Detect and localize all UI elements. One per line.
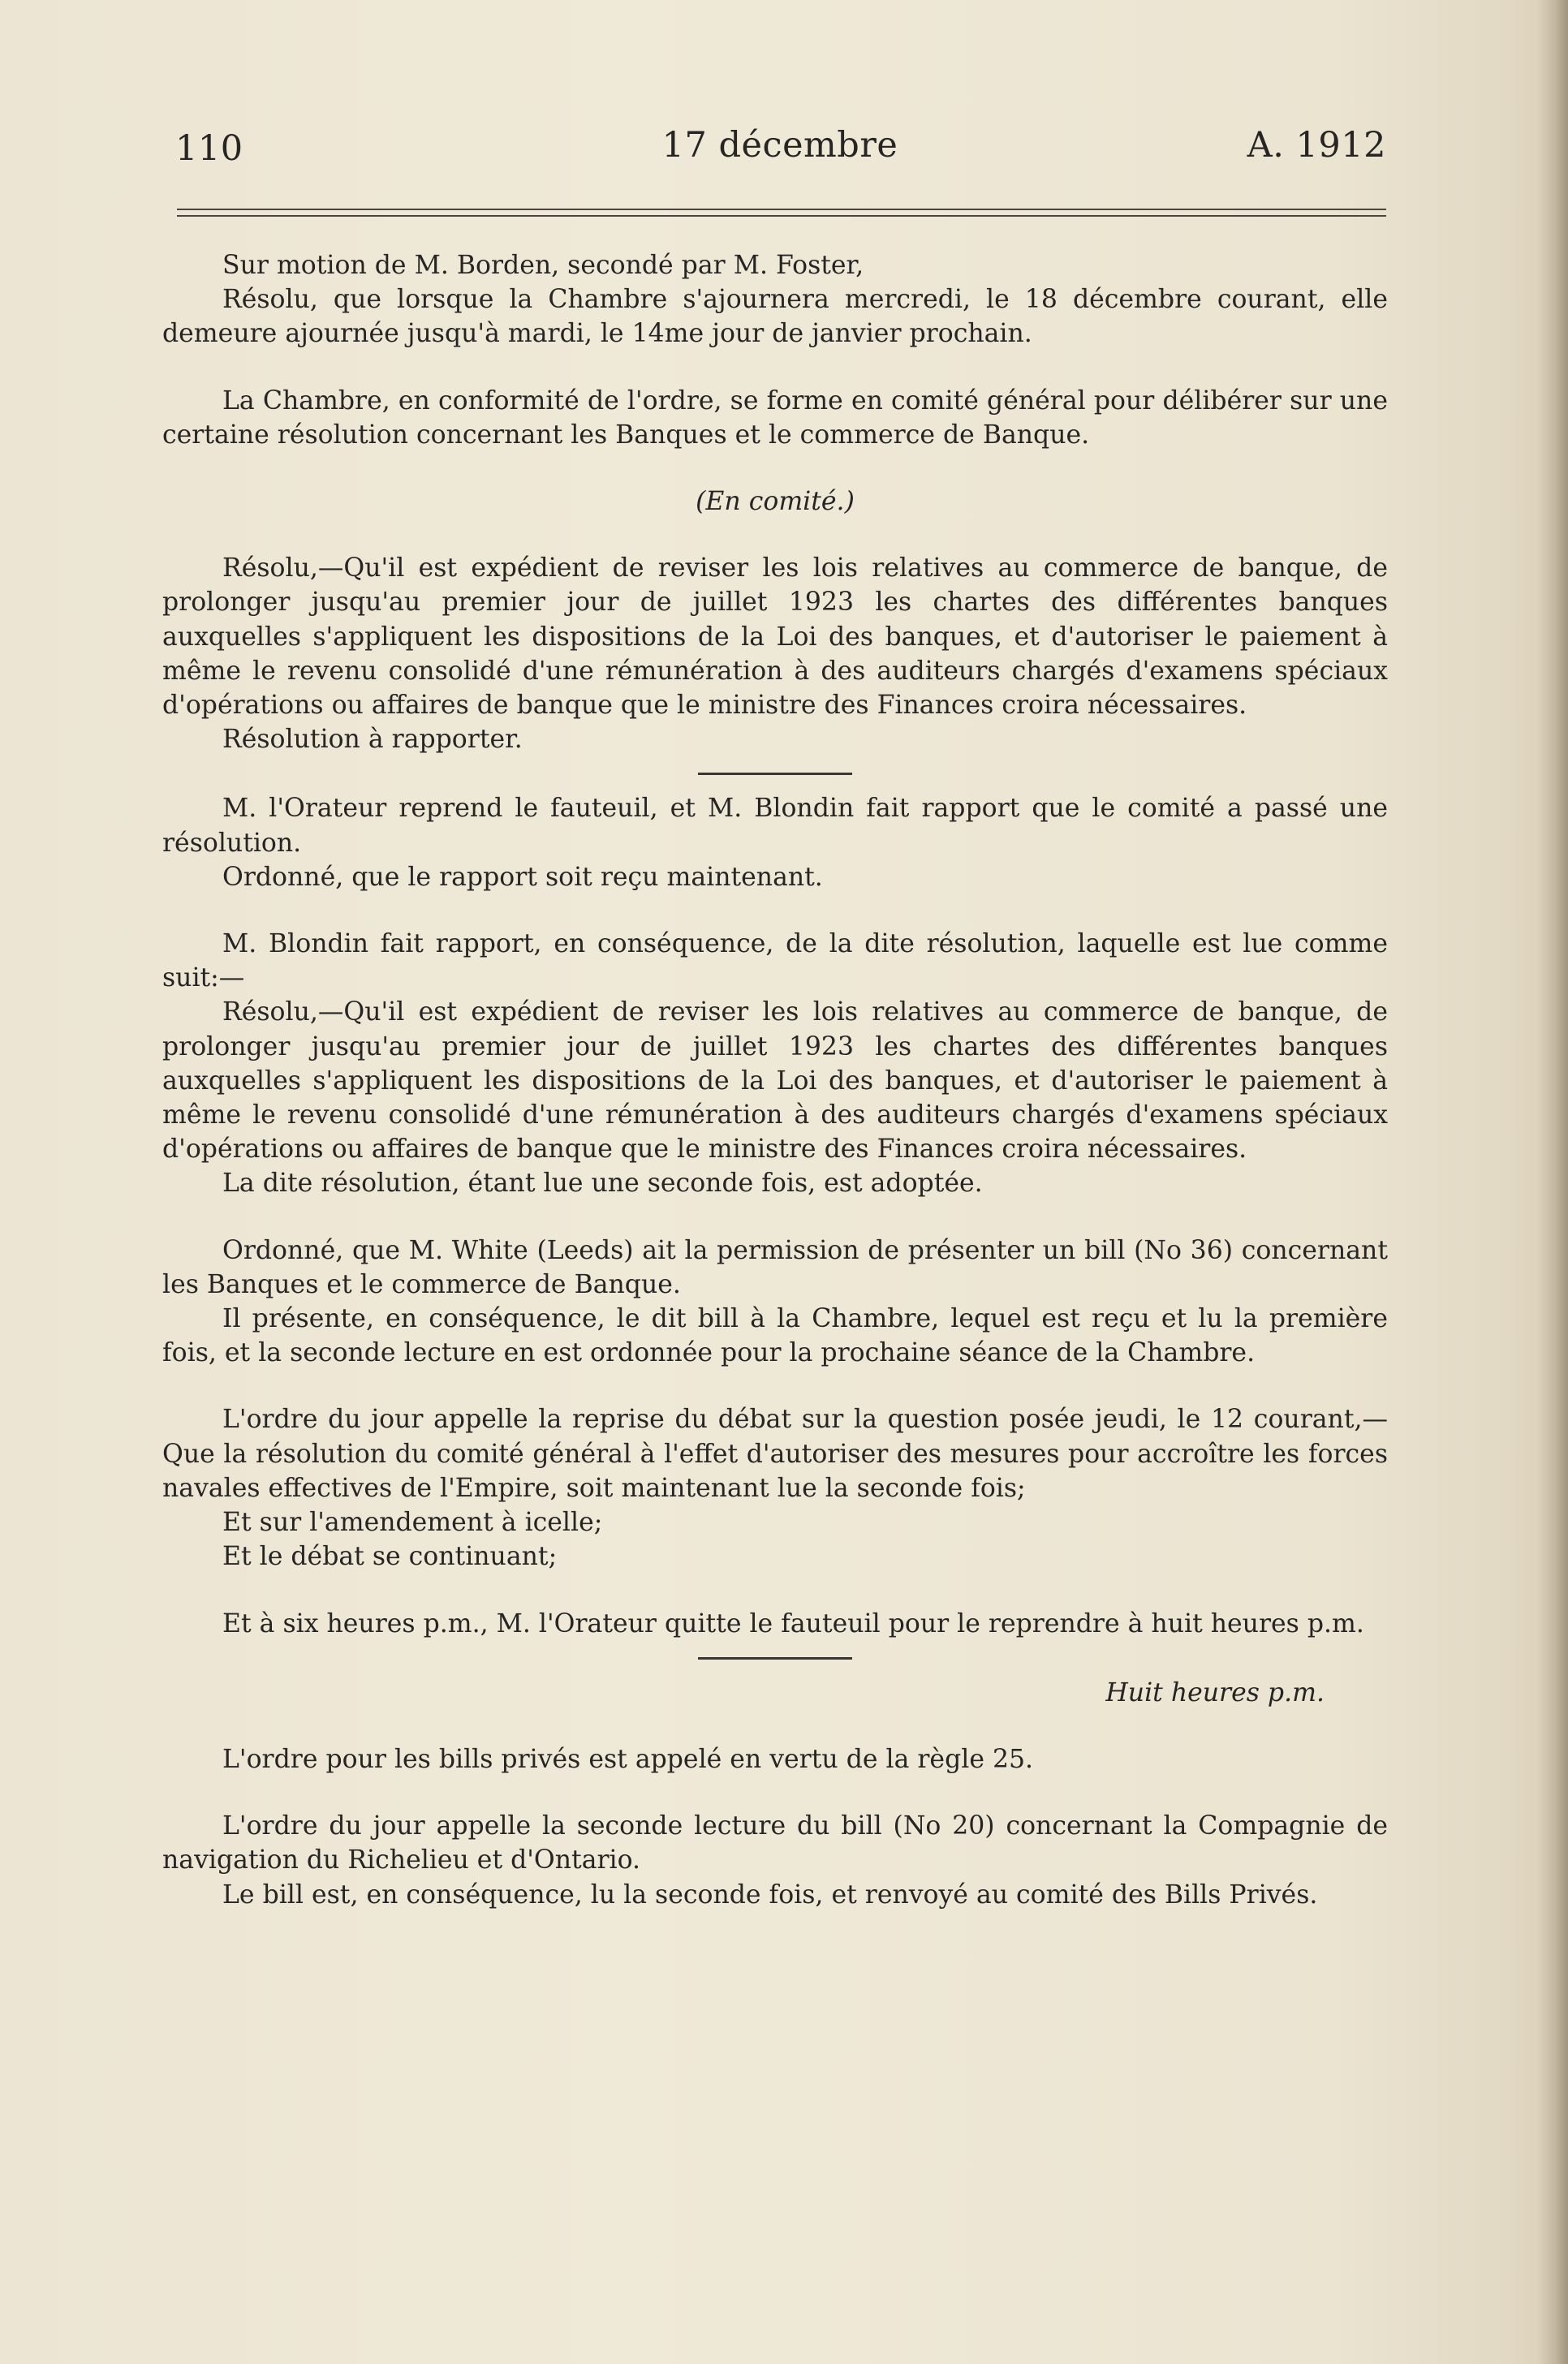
- paragraph-report-received: Ordonné, que le rapport soit reçu maintenant.: [222, 862, 823, 892]
- page-body: [162, 248, 1388, 1912]
- paragraph-bill-referred: Le bill est, en conséquence, lu la seconde fois, et renvoyé au comité des Bills Privés.: [222, 1880, 1318, 1910]
- paragraph-naval-debate: L'ordre du jour appelle la reprise du débat sur la question posée jeudi, le 12 courant,—Que la résolution du comité général à l'effet d'autoriser des mesures pour accroître les forces navales effectives de l'Empire, soit maintenant lue la seconde fois;: [162, 1405, 1388, 1503]
- paragraph-blondin-report: M. Blondin fait rapport, en conséquence, de la dite résolution, laquelle est lue comme suit:—: [162, 929, 1388, 993]
- page-edge-shadow: [1537, 0, 1568, 2364]
- heading-in-committee: (En comité.): [696, 487, 855, 517]
- header-year: A. 1912: [1247, 125, 1386, 166]
- section-separator: [698, 773, 852, 775]
- running-header: [172, 122, 1388, 179]
- page-number: 110: [175, 128, 243, 169]
- paragraph-resolution-adjournment: Résolu, que lorsque la Chambre s'ajournera mercredi, le 18 décembre courant, elle demeure ajournée jusqu'à mardi, le 14me jour de janvier prochain.: [162, 285, 1388, 349]
- paragraph-committee-formation: La Chambre, en conformité de l'ordre, se forme en comité général pour délibérer sur une certaine résolution concernant les Banques et le commerce de Banque.: [162, 385, 1388, 450]
- section-separator: [698, 1657, 852, 1660]
- heading-eight-pm: Huit heures p.m.: [1105, 1677, 1325, 1707]
- paragraph-resolution-to-report: Résolution à rapporter.: [222, 725, 523, 755]
- paragraph-resolution-adopted: La dite résolution, étant lue une seconde fois, est adoptée.: [222, 1169, 983, 1199]
- header-date: 17 décembre: [661, 125, 898, 166]
- paragraph-debate-continuing: Et le débat se continuant;: [222, 1542, 558, 1572]
- paragraph-six-pm: Et à six heures p.m., M. l'Orateur quitte le fauteuil pour le reprendre à huit heures p.m.: [222, 1608, 1364, 1638]
- paragraph-resolution-banking: Résolu,—Qu'il est expédient de reviser les lois relatives au commerce de banque, de prolonger jusqu'au premier jour de juillet 1923 les chartes des différentes banques auxquelles s'appliquent les dispositions de la Loi des banques, et d'autoriser le paiement à même le revenu consolidé d'une rémunération à des auditeurs chargés d'examens spéciaux d'opérations ou affaires de banque que le ministre des Finances croira nécessaires.: [162, 553, 1388, 721]
- paragraph-private-bills: L'ordre pour les bills privés est appelé en vertu de la règle 25.: [222, 1744, 1034, 1774]
- paragraph-speaker-resumes: M. l'Orateur reprend le fauteuil, et M. Blondin fait rapport que le comité a passé une résolution.: [162, 794, 1388, 858]
- header-double-rule: [177, 209, 1386, 217]
- paragraph-first-reading: Il présente, en conséquence, le dit bill à la Chambre, lequel est reçu et lu la première fois, et la seconde lecture en est ordonnée pour la prochaine séance de la Chambre.: [162, 1304, 1388, 1368]
- paragraph-richelieu-bill: L'ordre du jour appelle la seconde lecture du bill (No 20) concernant la Compagnie de navigation du Richelieu et d'Ontario.: [162, 1811, 1388, 1875]
- paragraph-amendment: Et sur l'amendement à icelle;: [222, 1508, 603, 1538]
- paragraph-white-bill: Ordonné, que M. White (Leeds) ait la permission de présenter un bill (No 36) concernant les Banques et le commerce de Banque.: [162, 1235, 1388, 1299]
- paragraph-motion: Sur motion de M. Borden, secondé par M. Foster,: [222, 251, 864, 280]
- paragraph-resolution-text: Résolu,—Qu'il est expédient de reviser les lois relatives au commerce de banque, de prolonger jusqu'au premier jour de juillet 1923 les chartes des différentes banques auxquelles s'appliquent les dispositions de la Loi des banques, et d'autoriser le paiement à même le revenu consolidé d'une rémunération à des auditeurs chargés d'examens spéciaux d'opérations ou affaires de banque que le ministre des Finances croira nécessaires.: [162, 997, 1388, 1165]
